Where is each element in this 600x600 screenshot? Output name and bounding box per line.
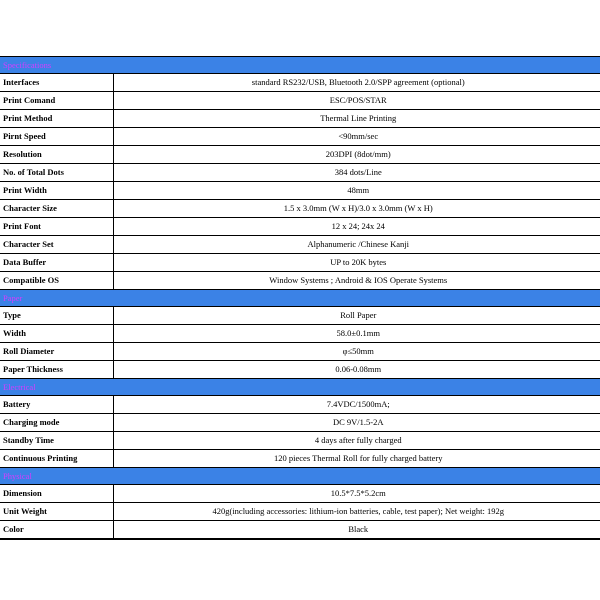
- section-header-paper: [0, 290, 600, 307]
- spec-label: Pirnt Speed: [0, 128, 113, 146]
- table-row: [0, 164, 600, 182]
- spec-label: Resolution: [0, 146, 113, 164]
- table-row: [0, 414, 600, 432]
- spec-value: ESC/POS/STAR: [113, 92, 600, 110]
- spec-label: Print Method: [0, 110, 113, 128]
- spec-label: Color: [0, 521, 113, 539]
- table-row: [0, 200, 600, 218]
- spec-value: 12 x 24; 24x 24: [113, 218, 600, 236]
- spec-label: Continuous Printing: [0, 450, 113, 468]
- table-row: [0, 485, 600, 503]
- table-row: [0, 110, 600, 128]
- spec-label: Charging mode: [0, 414, 113, 432]
- section-title: Electrical: [0, 379, 600, 396]
- table-row: [0, 307, 600, 325]
- section-header-physical: [0, 468, 600, 485]
- table-row: [0, 74, 600, 92]
- spec-value: Alphanumeric /Chinese Kanji: [113, 236, 600, 254]
- spec-value: 48mm: [113, 182, 600, 200]
- spec-label: Character Set: [0, 236, 113, 254]
- table-row: [0, 254, 600, 272]
- table-row: [0, 92, 600, 110]
- spec-value: 58.0±0.1mm: [113, 325, 600, 343]
- spec-label: Standby Time: [0, 432, 113, 450]
- spec-label: Paper Thickness: [0, 361, 113, 379]
- section-title: Paper: [0, 290, 600, 307]
- spec-value: 203DPI (8dot/mm): [113, 146, 600, 164]
- spec-value: 7.4VDC/1500mA;: [113, 396, 600, 414]
- table-row: [0, 503, 600, 521]
- spec-value: 420g(including accessories: lithium-ion batteries, cable, test paper); Net weight: 192g: [113, 503, 600, 521]
- spec-label: Compatible OS: [0, 272, 113, 290]
- spec-value: UP to 20K bytes: [113, 254, 600, 272]
- table-row: [0, 272, 600, 290]
- section-header-specifications: [0, 57, 600, 74]
- spec-label: Unit Weight: [0, 503, 113, 521]
- spec-label: Print Comand: [0, 92, 113, 110]
- spec-label: Width: [0, 325, 113, 343]
- table-row: [0, 182, 600, 200]
- section-title: Specifications: [0, 57, 600, 74]
- spec-value: 0.06-0.08mm: [113, 361, 600, 379]
- spec-label: Roll Diameter: [0, 343, 113, 361]
- table-row: [0, 236, 600, 254]
- spec-value: Thermal Line Printing: [113, 110, 600, 128]
- spec-value: standard RS232/USB, Bluetooth 2.0/SPP agreement (optional): [113, 74, 600, 92]
- specifications-table: [0, 56, 600, 540]
- table-row: [0, 218, 600, 236]
- spec-value: Roll Paper: [113, 307, 600, 325]
- spec-value: DC 9V/1.5-2A: [113, 414, 600, 432]
- spec-label: No. of Total Dots: [0, 164, 113, 182]
- table-row: [0, 396, 600, 414]
- table-row: [0, 361, 600, 379]
- spec-label: Print Font: [0, 218, 113, 236]
- table-row: [0, 128, 600, 146]
- table-row: [0, 450, 600, 468]
- spec-value: Window Systems ; Android & IOS Operate Systems: [113, 272, 600, 290]
- spec-value: 10.5*7.5*5.2cm: [113, 485, 600, 503]
- spec-label: Character Size: [0, 200, 113, 218]
- spec-label: Type: [0, 307, 113, 325]
- spec-label: Data Buffer: [0, 254, 113, 272]
- specifications-table-body: [0, 57, 600, 539]
- spec-value: 4 days after fully charged: [113, 432, 600, 450]
- section-header-electrical: [0, 379, 600, 396]
- spec-value: <90mm/sec: [113, 128, 600, 146]
- table-row: [0, 343, 600, 361]
- table-row: [0, 325, 600, 343]
- table-row: [0, 521, 600, 539]
- spec-label: Dimension: [0, 485, 113, 503]
- spec-label: Interfaces: [0, 74, 113, 92]
- spec-label: Battery: [0, 396, 113, 414]
- spec-label: Print Width: [0, 182, 113, 200]
- spec-value: 384 dots/Line: [113, 164, 600, 182]
- spec-value: 1.5 x 3.0mm (W x H)/3.0 x 3.0mm (W x H): [113, 200, 600, 218]
- table-row: [0, 432, 600, 450]
- table-row: [0, 146, 600, 164]
- spec-value: φ≤50mm: [113, 343, 600, 361]
- spec-value: Black: [113, 521, 600, 539]
- spec-value: 120 pieces Thermal Roll for fully charged battery: [113, 450, 600, 468]
- section-title: Physical: [0, 468, 600, 485]
